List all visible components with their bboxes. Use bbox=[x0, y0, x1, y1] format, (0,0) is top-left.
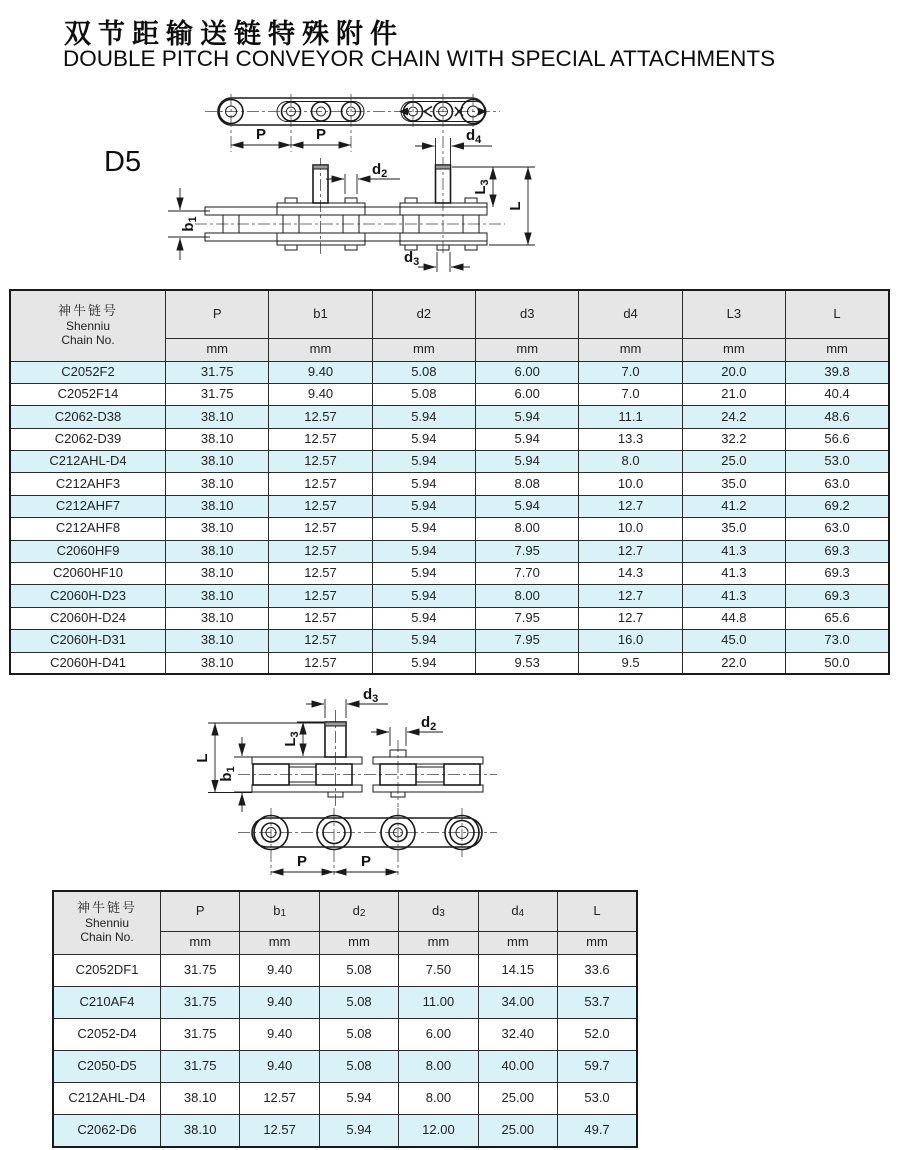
table-row bbox=[10, 406, 889, 428]
value-cell: 5.08 bbox=[319, 1018, 398, 1050]
column-header: d3 bbox=[399, 891, 478, 931]
side-view bbox=[238, 710, 497, 807]
dim-label-p: P bbox=[315, 126, 327, 143]
value-cell: 12.57 bbox=[269, 563, 372, 585]
unit-header: mm bbox=[399, 931, 478, 954]
value-cell: 5.94 bbox=[372, 585, 475, 607]
chain-no-cell: C2060H-D23 bbox=[10, 585, 166, 607]
chain-no-cell: C2052F14 bbox=[10, 383, 166, 405]
value-cell: 38.10 bbox=[166, 428, 269, 450]
unit-header: mm bbox=[166, 338, 269, 361]
value-cell: 38.10 bbox=[166, 406, 269, 428]
table-row bbox=[10, 428, 889, 450]
value-cell: 5.94 bbox=[372, 495, 475, 517]
table-row bbox=[10, 495, 889, 517]
column-header: d2 bbox=[372, 290, 475, 338]
chain-no-cell: C212AHL-D4 bbox=[10, 451, 166, 473]
value-cell: 6.00 bbox=[399, 1018, 478, 1050]
table-row bbox=[53, 986, 637, 1018]
value-cell: 31.75 bbox=[161, 986, 240, 1018]
d2-dimension bbox=[326, 161, 400, 194]
value-cell: 41.2 bbox=[682, 495, 785, 517]
table-row bbox=[10, 361, 889, 383]
value-cell: 31.75 bbox=[166, 383, 269, 405]
value-cell: 41.3 bbox=[682, 563, 785, 585]
value-cell: 38.10 bbox=[166, 652, 269, 674]
value-cell: 6.00 bbox=[476, 383, 579, 405]
chain-no-cell: C212AHL-D4 bbox=[53, 1083, 161, 1115]
dim-label-b1: $b_1$ bbox=[218, 766, 237, 782]
value-cell: 31.75 bbox=[161, 1018, 240, 1050]
value-cell: 7.95 bbox=[476, 607, 579, 629]
value-cell: 9.40 bbox=[240, 1051, 319, 1083]
value-cell: 53.0 bbox=[786, 451, 889, 473]
column-header: d3 bbox=[476, 290, 579, 338]
table-row bbox=[53, 1051, 637, 1083]
value-cell: 14.15 bbox=[478, 954, 557, 986]
chain-no-header: 神牛链号 Shenniu Chain No. bbox=[10, 290, 166, 361]
top-view bbox=[205, 94, 500, 152]
spec-table-center-pin-attachments bbox=[52, 890, 638, 1148]
chain-no-cell: C2052DF1 bbox=[53, 954, 161, 986]
dim-label-p: P bbox=[296, 853, 308, 870]
value-cell: 12.00 bbox=[399, 1115, 478, 1147]
value-cell: 6.00 bbox=[476, 361, 579, 383]
b1-dimension bbox=[218, 737, 256, 812]
table-row bbox=[10, 652, 889, 674]
value-cell: 8.00 bbox=[399, 1083, 478, 1115]
value-cell: 5.94 bbox=[372, 406, 475, 428]
table-row bbox=[10, 518, 889, 540]
column-header: d4 bbox=[579, 290, 682, 338]
value-cell: 8.08 bbox=[476, 473, 579, 495]
l3-dimension bbox=[282, 722, 324, 756]
value-cell: 53.0 bbox=[558, 1083, 637, 1115]
dim-label-d2: $d_2$ bbox=[372, 161, 388, 180]
diagram-chain-with-extended-pins bbox=[0, 80, 900, 290]
value-cell: 11.1 bbox=[579, 406, 682, 428]
chain-no-cell: C2052-D4 bbox=[53, 1018, 161, 1050]
value-cell: 33.6 bbox=[558, 954, 637, 986]
value-cell: 24.2 bbox=[682, 406, 785, 428]
chain-no-cell: C210AF4 bbox=[53, 986, 161, 1018]
value-cell: 63.0 bbox=[786, 518, 889, 540]
column-header: P bbox=[166, 290, 269, 338]
value-cell: 12.7 bbox=[579, 540, 682, 562]
dim-label-p: P bbox=[255, 126, 267, 143]
unit-header: mm bbox=[476, 338, 579, 361]
value-cell: 7.0 bbox=[579, 383, 682, 405]
chain-no-cell: C2052F2 bbox=[10, 361, 166, 383]
dim-label-d4: $d_4$ bbox=[466, 127, 482, 146]
value-cell: 5.94 bbox=[319, 1083, 398, 1115]
value-cell: 12.57 bbox=[269, 495, 372, 517]
value-cell: 7.70 bbox=[476, 563, 579, 585]
unit-header: mm bbox=[579, 338, 682, 361]
value-cell: 5.94 bbox=[372, 451, 475, 473]
chain-no-cell: C2062-D6 bbox=[53, 1115, 161, 1147]
value-cell: 49.7 bbox=[558, 1115, 637, 1147]
chain-no-cell: C2062-D39 bbox=[10, 428, 166, 450]
value-cell: 12.57 bbox=[269, 473, 372, 495]
value-cell: 8.00 bbox=[476, 585, 579, 607]
value-cell: 53.7 bbox=[558, 986, 637, 1018]
d3-dimension bbox=[404, 249, 470, 272]
value-cell: 5.08 bbox=[319, 954, 398, 986]
value-cell: 22.0 bbox=[682, 652, 785, 674]
value-cell: 73.0 bbox=[786, 630, 889, 652]
value-cell: 38.10 bbox=[166, 495, 269, 517]
column-header: L bbox=[786, 290, 889, 338]
page-title-chinese: 双节距输送链特殊附件 bbox=[64, 19, 404, 49]
chain-no-cell: C212AHF7 bbox=[10, 495, 166, 517]
value-cell: 38.10 bbox=[166, 518, 269, 540]
value-cell: 14.3 bbox=[579, 563, 682, 585]
value-cell: 59.7 bbox=[558, 1051, 637, 1083]
table-row bbox=[10, 563, 889, 585]
column-header: d4 bbox=[478, 891, 557, 931]
value-cell: 69.3 bbox=[786, 563, 889, 585]
value-cell: 7.50 bbox=[399, 954, 478, 986]
value-cell: 8.0 bbox=[579, 451, 682, 473]
value-cell: 10.0 bbox=[579, 518, 682, 540]
column-header: b1 bbox=[240, 891, 319, 931]
chain-no-cell: C2060H-D41 bbox=[10, 652, 166, 674]
dim-label-l: L bbox=[194, 753, 211, 763]
chain-no-cell: C2060H-D31 bbox=[10, 630, 166, 652]
value-cell: 5.94 bbox=[476, 406, 579, 428]
value-cell: 12.57 bbox=[269, 630, 372, 652]
value-cell: 69.3 bbox=[786, 585, 889, 607]
value-cell: 21.0 bbox=[682, 383, 785, 405]
d4-dimension bbox=[415, 127, 492, 172]
value-cell: 45.0 bbox=[682, 630, 785, 652]
dim-label-l3: $L_3$ bbox=[472, 179, 491, 195]
value-cell: 8.00 bbox=[476, 518, 579, 540]
unit-header: mm bbox=[786, 338, 889, 361]
value-cell: 38.10 bbox=[166, 630, 269, 652]
value-cell: 38.10 bbox=[166, 585, 269, 607]
value-cell: 50.0 bbox=[786, 652, 889, 674]
value-cell: 31.75 bbox=[166, 361, 269, 383]
value-cell: 5.08 bbox=[319, 1051, 398, 1083]
table-row bbox=[53, 1083, 637, 1115]
value-cell: 69.2 bbox=[786, 495, 889, 517]
chain-no-cell: C2060HF10 bbox=[10, 563, 166, 585]
dim-label-l: L bbox=[507, 201, 524, 211]
value-cell: 5.94 bbox=[372, 607, 475, 629]
value-cell: 38.10 bbox=[161, 1083, 240, 1115]
value-cell: 12.57 bbox=[269, 652, 372, 674]
value-cell: 48.6 bbox=[786, 406, 889, 428]
value-cell: 20.0 bbox=[682, 361, 785, 383]
value-cell: 25.00 bbox=[478, 1115, 557, 1147]
value-cell: 12.57 bbox=[269, 607, 372, 629]
value-cell: 7.95 bbox=[476, 540, 579, 562]
value-cell: 38.10 bbox=[166, 607, 269, 629]
value-cell: 9.40 bbox=[269, 361, 372, 383]
value-cell: 25.00 bbox=[478, 1083, 557, 1115]
d2-dimension bbox=[371, 714, 443, 746]
dim-label-l3: $L_3$ bbox=[282, 731, 301, 747]
value-cell: 69.3 bbox=[786, 540, 889, 562]
value-cell: 12.57 bbox=[269, 518, 372, 540]
unit-header: mm bbox=[558, 931, 637, 954]
value-cell: 5.94 bbox=[476, 495, 579, 517]
value-cell: 9.40 bbox=[240, 954, 319, 986]
value-cell: 9.40 bbox=[240, 1018, 319, 1050]
value-cell: 12.57 bbox=[240, 1083, 319, 1115]
value-cell: 8.00 bbox=[399, 1051, 478, 1083]
chain-no-cell: C2060H-D24 bbox=[10, 607, 166, 629]
value-cell: 9.40 bbox=[269, 383, 372, 405]
table-row bbox=[10, 540, 889, 562]
chain-no-cell: C2062-D38 bbox=[10, 406, 166, 428]
dim-label-d3: $d_3$ bbox=[404, 249, 420, 268]
unit-header: mm bbox=[161, 931, 240, 954]
value-cell: 52.0 bbox=[558, 1018, 637, 1050]
table-row bbox=[10, 473, 889, 495]
value-cell: 40.4 bbox=[786, 383, 889, 405]
value-cell: 12.57 bbox=[269, 585, 372, 607]
value-cell: 38.10 bbox=[166, 540, 269, 562]
value-cell: 44.8 bbox=[682, 607, 785, 629]
value-cell: 9.53 bbox=[476, 652, 579, 674]
unit-header: mm bbox=[478, 931, 557, 954]
chain-no-header: 神牛链号 Shenniu Chain No. bbox=[53, 891, 161, 954]
chain-no-cell: C212AHF3 bbox=[10, 473, 166, 495]
dim-label-d3: $d_3$ bbox=[363, 686, 379, 705]
column-header: L3 bbox=[682, 290, 785, 338]
value-cell: 9.5 bbox=[579, 652, 682, 674]
value-cell: 31.75 bbox=[161, 1051, 240, 1083]
value-cell: 65.6 bbox=[786, 607, 889, 629]
value-cell: 5.94 bbox=[372, 473, 475, 495]
value-cell: 25.0 bbox=[682, 451, 785, 473]
value-cell: 39.8 bbox=[786, 361, 889, 383]
value-cell: 12.57 bbox=[269, 540, 372, 562]
value-cell: 35.0 bbox=[682, 518, 785, 540]
value-cell: 12.57 bbox=[240, 1115, 319, 1147]
value-cell: 12.57 bbox=[269, 406, 372, 428]
table-row bbox=[53, 954, 637, 986]
dim-label-b1: $b_1$ bbox=[180, 216, 199, 232]
table-row bbox=[53, 1018, 637, 1050]
value-cell: 12.57 bbox=[269, 451, 372, 473]
value-cell: 12.7 bbox=[579, 585, 682, 607]
value-cell: 41.3 bbox=[682, 585, 785, 607]
value-cell: 10.0 bbox=[579, 473, 682, 495]
unit-header: mm bbox=[319, 931, 398, 954]
model-label: D5 bbox=[104, 146, 142, 178]
value-cell: 12.7 bbox=[579, 607, 682, 629]
value-cell: 31.75 bbox=[161, 954, 240, 986]
chain-no-cell: C2060HF9 bbox=[10, 540, 166, 562]
pitch-dimension bbox=[271, 853, 398, 872]
value-cell: 41.3 bbox=[682, 540, 785, 562]
table-row bbox=[10, 383, 889, 405]
value-cell: 12.7 bbox=[579, 495, 682, 517]
value-cell: 35.0 bbox=[682, 473, 785, 495]
value-cell: 13.3 bbox=[579, 428, 682, 450]
column-header: P bbox=[161, 891, 240, 931]
value-cell: 32.2 bbox=[682, 428, 785, 450]
value-cell: 5.08 bbox=[372, 383, 475, 405]
dim-label-p: P bbox=[360, 853, 372, 870]
value-cell: 63.0 bbox=[786, 473, 889, 495]
value-cell: 5.94 bbox=[476, 451, 579, 473]
value-cell: 12.57 bbox=[269, 428, 372, 450]
value-cell: 38.10 bbox=[166, 451, 269, 473]
value-cell: 16.0 bbox=[579, 630, 682, 652]
unit-header: mm bbox=[240, 931, 319, 954]
unit-header: mm bbox=[682, 338, 785, 361]
value-cell: 34.00 bbox=[478, 986, 557, 1018]
spec-table-special-attachments bbox=[9, 289, 890, 675]
l3-dimension bbox=[452, 167, 535, 207]
value-cell: 5.94 bbox=[319, 1115, 398, 1147]
chain-no-cell: C212AHF8 bbox=[10, 518, 166, 540]
value-cell: 7.95 bbox=[476, 630, 579, 652]
column-header: L bbox=[558, 891, 637, 931]
unit-header: mm bbox=[372, 338, 475, 361]
value-cell: 5.08 bbox=[372, 361, 475, 383]
value-cell: 56.6 bbox=[786, 428, 889, 450]
value-cell: 38.10 bbox=[161, 1115, 240, 1147]
dim-label-d2: $d_2$ bbox=[421, 714, 437, 733]
diagram-chain-with-center-pin bbox=[0, 685, 900, 885]
value-cell: 5.94 bbox=[372, 652, 475, 674]
value-cell: 9.40 bbox=[240, 986, 319, 1018]
table-row bbox=[10, 585, 889, 607]
value-cell: 40.00 bbox=[478, 1051, 557, 1083]
value-cell: 7.0 bbox=[579, 361, 682, 383]
value-cell: 5.94 bbox=[372, 540, 475, 562]
page-title-english: DOUBLE PITCH CONVEYOR CHAIN WITH SPECIAL ATTACHMENTS bbox=[63, 46, 776, 71]
table-row bbox=[53, 1115, 637, 1147]
value-cell: 38.10 bbox=[166, 473, 269, 495]
table-row bbox=[10, 630, 889, 652]
unit-header: mm bbox=[269, 338, 372, 361]
l-dimension bbox=[489, 167, 535, 245]
table-row bbox=[10, 607, 889, 629]
value-cell: 5.94 bbox=[476, 428, 579, 450]
value-cell: 38.10 bbox=[166, 563, 269, 585]
table-row bbox=[10, 451, 889, 473]
value-cell: 5.08 bbox=[319, 986, 398, 1018]
chain-no-cell: C2050-D5 bbox=[53, 1051, 161, 1083]
column-header: b1 bbox=[269, 290, 372, 338]
value-cell: 5.94 bbox=[372, 428, 475, 450]
value-cell: 5.94 bbox=[372, 563, 475, 585]
value-cell: 11.00 bbox=[399, 986, 478, 1018]
value-cell: 5.94 bbox=[372, 518, 475, 540]
column-header: d2 bbox=[319, 891, 398, 931]
value-cell: 32.40 bbox=[478, 1018, 557, 1050]
d3-dimension bbox=[306, 686, 388, 718]
value-cell: 5.94 bbox=[372, 630, 475, 652]
